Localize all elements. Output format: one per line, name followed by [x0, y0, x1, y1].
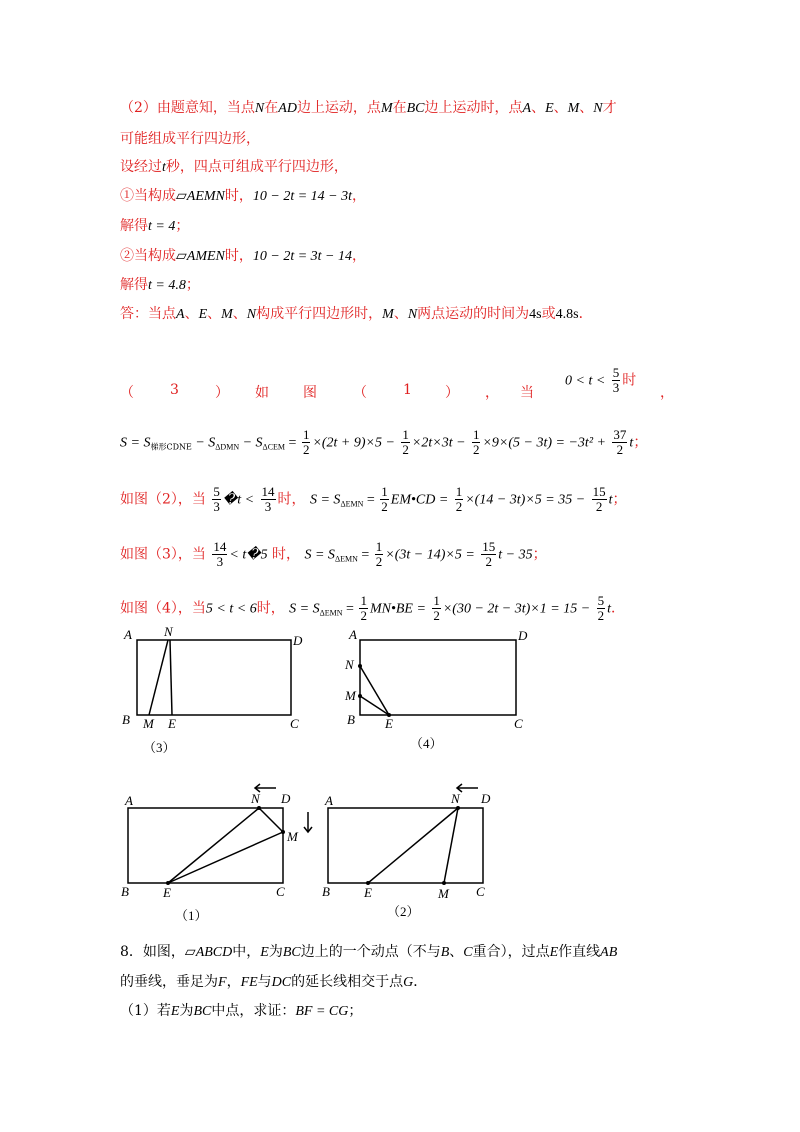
- fig3-caption: （3）: [143, 740, 176, 755]
- fig2-caption: （2）: [387, 904, 420, 919]
- fig3-label-E: E: [168, 716, 176, 731]
- part3-case-fig4: 如图（4），当5 < t < 6时， $S = S_{\Delta EMN}$ = $\frac{1}{2}$ MN•BE = $\frac{1}{2}$ ×(30 − 2t − 3t)×1 = 15 − $\frac{5}{2}$ t．: [120, 593, 625, 623]
- part2-solve1: 解得t = 4；: [120, 218, 190, 234]
- fig2-label-E: E: [364, 885, 372, 900]
- part3-case-fig2: 如图（2），当 $\frac{5}{3}$ �t < $\frac{14}{3}$ 时， $S = S_{\Delta EMN}$ = $\frac{1}{2}$ EM•CD = $\frac{1}{2}$ ×(14 − 3t)×5 = 35 − $\frac{15}{2}$ t；: [120, 484, 627, 514]
- fig4-label-E: E: [385, 716, 393, 731]
- figure-4: [360, 640, 516, 715]
- part2-solve2: 解得t = 4.8；: [120, 277, 200, 293]
- fig2-label-C: C: [476, 884, 485, 899]
- fig1-caption: （1）: [175, 908, 208, 923]
- part3-area-formula-1: $S = S_{梯形CDNE} - S_{\Delta DMN} - S_{\Delta CEM}$ = $\frac{1}{2}$ ×(2t + 9)×5 − $\frac{1}{2}$ ×2t×3t − $\frac{1}{2}$ ×9×(5 − 3t) = −3t² + $\frac{37}{2}$ t；: [120, 427, 648, 457]
- part2-case2: ②当构成▱AMEN时，10 − 2t = 3t − 14，: [120, 248, 366, 264]
- part2-line1: （2）由题意知，当点N在AD边上运动，点M在BC边上运动时，点A、E、M、N才: [120, 100, 617, 116]
- fig4-label-M: M: [345, 688, 356, 703]
- fig3-label-C: C: [290, 716, 299, 731]
- q8-line2: 的垂线，垂足为F，FE与DC的延长线相交于点G．: [120, 974, 428, 990]
- fig3-label-B: B: [122, 712, 130, 727]
- figure-3: [137, 640, 291, 715]
- fig3-label-N: N: [164, 624, 173, 639]
- fig3-label-A: A: [124, 627, 132, 642]
- fig1-label-A: A: [125, 793, 133, 808]
- part2-line3: 设经过t秒，四点可组成平行四边形，: [120, 159, 348, 175]
- fig4-label-B: B: [347, 712, 355, 727]
- fig4-label-D: D: [518, 628, 528, 643]
- fig1-label-C: C: [276, 884, 285, 899]
- part2-case1: ①当构成▱AEMN时，10 − 2t = 14 − 3t，: [120, 188, 366, 204]
- fig1-label-M: M: [287, 829, 298, 844]
- fig1-label-B: B: [121, 884, 129, 899]
- fig4-caption: （4）: [410, 736, 443, 751]
- part2-answer: 答：当点A、E、M、N构成平行四边形时，M、N两点运动的时间为4s或4.8s．: [120, 306, 593, 322]
- q8-line3: （1）若E为BC中点，求证：BF = CG；: [120, 1003, 363, 1019]
- part3-case-fig3: 如图（3），当 $\frac{14}{3}$ < t�5 时， $S = S_{\Delta EMN}$ = $\frac{1}{2}$ ×(3t − 14)×5 = $\frac{15}{2}$ t − 35；: [120, 539, 547, 569]
- fig2-label-B: B: [322, 884, 330, 899]
- fig2-label-A: A: [325, 793, 333, 808]
- q8-line1: 8．如图，▱ABCD中，E为BC边上的一个动点（不与B、C重合），过点E作直线AB: [120, 944, 618, 960]
- fig3-label-M: M: [143, 716, 154, 731]
- fig2-label-M: M: [438, 886, 449, 901]
- fig2-label-N: N: [451, 791, 460, 806]
- part2-line2: 可能组成平行四边形，: [120, 131, 260, 147]
- fig1-label-E: E: [163, 885, 171, 900]
- fig4-label-A: A: [349, 627, 357, 642]
- fig2-label-D: D: [481, 791, 491, 806]
- fig4-label-C: C: [514, 716, 523, 731]
- fig3-label-D: D: [293, 633, 303, 648]
- fig1-label-N: N: [251, 791, 260, 806]
- fig1-label-D: D: [281, 791, 291, 806]
- fig4-label-N: N: [345, 657, 354, 672]
